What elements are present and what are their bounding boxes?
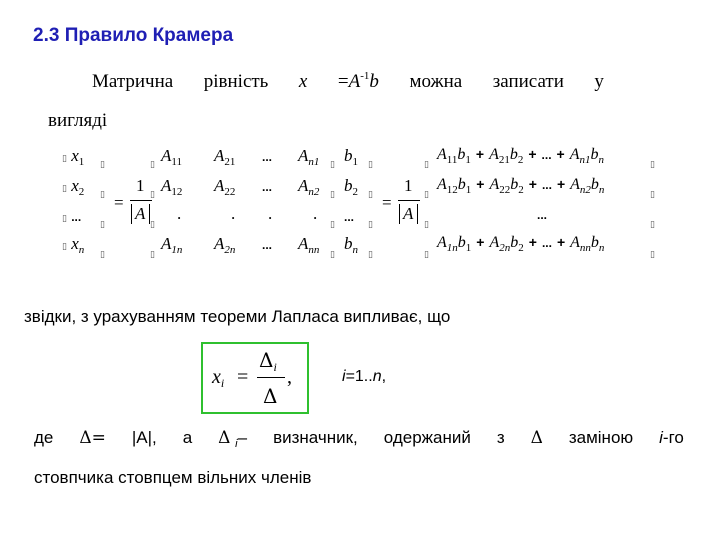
abs-bar <box>417 204 418 224</box>
fraction-numerator: 1 <box>404 176 413 195</box>
equals-sign: = <box>382 193 392 212</box>
intro-word: Матрична <box>92 71 174 92</box>
result-row: A 11 b 1 + A 21 b 2 + ... + A n1 b n <box>437 146 605 166</box>
matrix-cell: . <box>231 204 236 223</box>
matrix-cell: $A_{n1}$ <box>298 146 320 168</box>
fraction-denominator: A <box>403 204 414 223</box>
intro-line-2: вигляді <box>48 110 108 131</box>
fraction-line <box>130 200 152 201</box>
bracket: ▯ ▯ ▯ ▯ <box>424 160 429 260</box>
matrix-cell: $A_{21}$ <box>214 146 236 168</box>
intro-word: у <box>594 71 604 92</box>
section-heading: 2.3 Правило Крамера <box>33 25 234 46</box>
matrix-cell: . <box>177 204 182 223</box>
bracket: ▯ ▯ ▯ ▯ <box>150 160 155 260</box>
x-vector-entry: ▯ $x_2$ <box>62 176 85 198</box>
cramer-fraction-line <box>257 377 285 378</box>
x-vector-entry: ▯ $x_1$ <box>62 146 85 168</box>
abs-bar <box>399 204 400 224</box>
matrix-cell: $A_{n2}$ <box>298 176 320 198</box>
matrix-cell: ... <box>262 238 273 252</box>
intro-line <box>92 70 604 93</box>
last-line: стовпчика стовпцем вільних членів <box>34 468 312 487</box>
matrix-cell: $A_{1n}$ <box>161 234 183 256</box>
cramer-x: $x_i$ <box>212 366 225 390</box>
laplace-sentence: звідки, з урахуванням теореми Лапласа випливає, що <box>24 307 451 326</box>
fraction-denominator: A <box>135 204 146 223</box>
matrix-cell: $A_{11}$ <box>161 146 182 168</box>
result-row: A 1n b 1 + A 2n b 2 + ... + A nn b n <box>437 234 605 254</box>
intro-word: можна <box>409 71 463 92</box>
intro-equation-rhs: $=A^{-1}b$ <box>337 70 379 92</box>
intro-word: записати <box>492 71 564 92</box>
cramer-numerator: $\Delta_i$ <box>259 348 277 374</box>
cramer-comma: , <box>287 366 292 388</box>
matrix-cell: ... <box>262 150 273 164</box>
index-range: i=1..n, <box>342 368 387 385</box>
b-vector-entry: $b_1$ <box>344 146 358 168</box>
fraction-line <box>398 200 420 201</box>
b-vector-entry: $b_n$ <box>344 234 358 256</box>
b-vector-entry: $b_2$ <box>344 176 358 198</box>
matrix-cell: . <box>268 204 273 223</box>
x-vector-entry: ▯ $x_n$ <box>62 234 85 256</box>
equals-sign: = <box>114 193 124 212</box>
fraction-numerator: 1 <box>136 176 145 195</box>
cramer-equals: = <box>237 366 249 388</box>
bracket: ▯ ▯ ▯ ▯ <box>368 160 373 260</box>
bracket: ▯ ▯ ▯ ▯ <box>330 160 335 260</box>
matrix-cell: $A_{2n}$ <box>214 234 236 256</box>
abs-bar <box>131 204 132 224</box>
matrix-cell: . <box>313 204 318 223</box>
cramer-denominator: Δ <box>263 384 278 408</box>
bracket: ▯ ▯ ▯ ▯ <box>650 160 655 260</box>
matrix-cell: $A_{22}$ <box>214 176 236 198</box>
result-row: A 12 b 1 + A 22 b 2 + ... + A n2 b n <box>437 176 605 196</box>
matrix-cell: $A_{nn}$ <box>298 234 320 256</box>
intro-equation: x <box>298 71 308 92</box>
matrix-cell: $A_{12}$ <box>161 176 183 198</box>
bracket: ▯ ▯ ▯ ▯ <box>100 160 105 260</box>
definition-line: де Δ= |A|, а Δ $_i$– визначник, одержаний з Δ заміною i-го <box>34 428 684 450</box>
intro-word: рівність <box>203 71 269 92</box>
result-row-dots: ... <box>537 208 548 222</box>
x-vector-entry: ▯ ... <box>62 210 82 224</box>
b-vector-entry: ... <box>344 210 355 224</box>
matrix-cell: ... <box>262 180 273 194</box>
